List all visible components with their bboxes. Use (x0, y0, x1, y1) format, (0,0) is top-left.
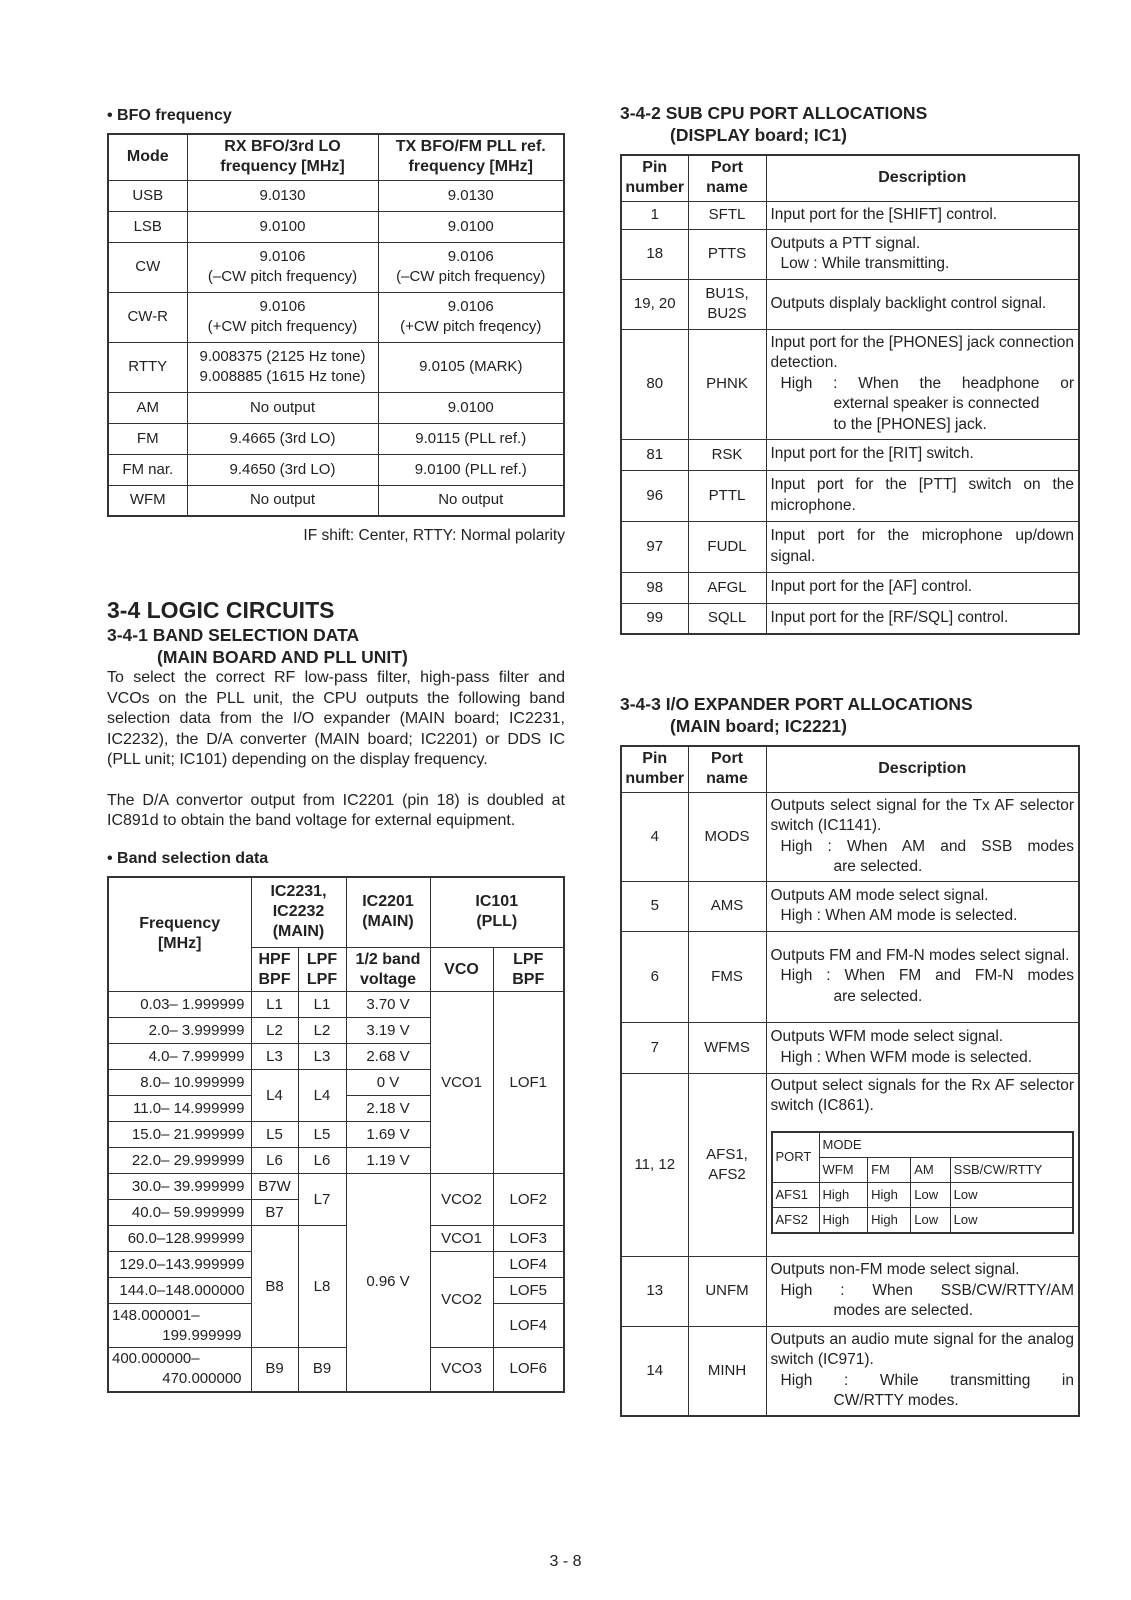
subcpu-pin: 81 (621, 439, 688, 470)
bfo-rx-value: No output (187, 392, 378, 423)
band-lpf: L7 (298, 1174, 346, 1226)
band-header-freq: Frequency [MHz] (108, 877, 251, 992)
mode-table-port-header: PORT (772, 1132, 820, 1183)
band-header-ic2201: IC2201 (MAIN) (346, 877, 430, 948)
mode-table-value: Low (911, 1182, 950, 1207)
subcpu-row (621, 329, 1079, 439)
band-freq: 40.0– 59.999999 (108, 1200, 251, 1226)
mode-table-port: AFS1 (772, 1182, 820, 1207)
bfo-tx-value: 9.0130 (378, 180, 564, 211)
bfo-tx-value: 9.0100 (378, 392, 564, 423)
bfo-row (108, 342, 564, 392)
band-freq: 60.0–128.999999 (108, 1226, 251, 1252)
band-lpf: B9 (298, 1348, 346, 1392)
io-table (620, 745, 1080, 1417)
band-vco: VCO1 (430, 992, 493, 1174)
subcpu-port: PTTL (688, 470, 766, 521)
band-freq: 148.000001– 199.999999 (108, 1304, 251, 1348)
subcpu-description: Input port for the [RIT] switch. (766, 439, 1079, 470)
io-description: Outputs non-FM mode select signal. High : When SSB/CW/RTTY/AM modes are selected. (766, 1256, 1079, 1326)
band-hpf: L1 (251, 992, 298, 1018)
band-hpf: B9 (251, 1348, 298, 1392)
band-freq: 129.0–143.999999 (108, 1252, 251, 1278)
band-header-ic2231: IC2231, IC2232 (MAIN) (251, 877, 346, 948)
bfo-rx-value: 9.0100 (187, 211, 378, 242)
bfo-rx-value: 9.008375 (2125 Hz tone) 9.008885 (1615 Hz tone) (187, 342, 378, 392)
bfo-row (108, 423, 564, 454)
io-description: Outputs WFM mode select signal. High : When WFM mode is selected. (766, 1022, 1079, 1073)
mode-table-value: Low (950, 1207, 1073, 1233)
subcpu-pin: 18 (621, 229, 688, 279)
io-description: Outputs an audio mute signal for the analog switch (IC971). High : While transmitting in CW/RTTY modes. (766, 1326, 1079, 1416)
subcpu-pin: 19, 20 (621, 279, 688, 329)
subcpu-port: PHNK (688, 329, 766, 439)
io-description: Outputs select signal for the Tx AF selector switch (IC1141). High : When AM and SSB modes are selected. (766, 792, 1079, 881)
subcpu-row (621, 229, 1079, 279)
bfo-row (108, 292, 564, 342)
io-row (621, 792, 1079, 881)
bfo-rx-value: 9.4665 (3rd LO) (187, 423, 378, 454)
io-pin: 5 (621, 881, 688, 931)
bfo-mode: CW (108, 242, 187, 292)
io-header-desc: Description (766, 746, 1079, 792)
bfo-tx-value: 9.0100 (PLL ref.) (378, 454, 564, 485)
band-hpf: B7 (251, 1200, 298, 1226)
band-lpf: L6 (298, 1148, 346, 1174)
band-lpfbpf: LOF6 (493, 1348, 564, 1392)
io-header-pin: Pin number (621, 746, 688, 792)
subcpu-row (621, 572, 1079, 603)
io-title-1: 3-4-3 I/O EXPANDER PORT ALLOCATIONS (620, 694, 973, 714)
bfo-mode: AM (108, 392, 187, 423)
mode-table-value: High (868, 1182, 911, 1207)
io-port: MINH (688, 1326, 766, 1416)
mode-table-col: FM (868, 1157, 911, 1182)
bfo-mode: FM (108, 423, 187, 454)
subcpu-row (621, 279, 1079, 329)
subcpu-description: Input port for the [AF] control. (766, 572, 1079, 603)
band-lpfbpf: LOF3 (493, 1226, 564, 1252)
bfo-mode: LSB (108, 211, 187, 242)
band-hpf: L5 (251, 1122, 298, 1148)
band-voltage: 0.96 V (346, 1174, 430, 1392)
band-subtitle-1: 3-4-1 BAND SELECTION DATA (107, 625, 360, 645)
io-row (621, 881, 1079, 931)
band-freq: 2.0– 3.999999 (108, 1018, 251, 1044)
bfo-header-mode: Mode (108, 134, 187, 180)
io-row (621, 1326, 1079, 1416)
subcpu-port: RSK (688, 439, 766, 470)
band-hpf: B7W (251, 1174, 298, 1200)
subcpu-row (621, 521, 1079, 572)
subcpu-description: Input port for the [RF/SQL] control. (766, 603, 1079, 634)
bfo-header-tx: TX BFO/FM PLL ref. frequency [MHz] (378, 134, 564, 180)
subcpu-row (621, 201, 1079, 229)
band-lpfbpf: LOF4 (493, 1304, 564, 1348)
band-freq: 30.0– 39.999999 (108, 1174, 251, 1200)
io-description: Outputs AM mode select signal. High : When AM mode is selected. (766, 881, 1079, 931)
logic-paragraph-2: The D/A convertor output from IC2201 (pin 18) is doubled at IC891d to obtain the band voltage for external equipment. (107, 791, 565, 829)
bfo-table-body (108, 180, 564, 516)
band-freq: 0.03– 1.999999 (108, 992, 251, 1018)
band-voltage: 0 V (346, 1070, 430, 1096)
band-vco: VCO1 (430, 1226, 493, 1252)
io-pin: 13 (621, 1256, 688, 1326)
left-column (107, 107, 565, 1393)
logic-section (107, 597, 565, 832)
io-header-port: Port name (688, 746, 766, 792)
subcpu-port: SFTL (688, 201, 766, 229)
band-lpf: L3 (298, 1044, 346, 1070)
bfo-table (107, 133, 565, 517)
bfo-tx-value: No output (378, 485, 564, 516)
band-hpf: L2 (251, 1018, 298, 1044)
subcpu-table-body (621, 201, 1079, 634)
band-lpf: L1 (298, 992, 346, 1018)
subcpu-port: SQLL (688, 603, 766, 634)
subcpu-pin: 99 (621, 603, 688, 634)
subcpu-port: AFGL (688, 572, 766, 603)
subcpu-header-port: Port name (688, 155, 766, 201)
band-freq: 22.0– 29.999999 (108, 1148, 251, 1174)
afs-mode-table (771, 1131, 1075, 1234)
mode-table-col: WFM (819, 1157, 868, 1182)
bfo-tx-value: 9.0106 (+CW pitch freqency) (378, 292, 564, 342)
band-lpf: L8 (298, 1226, 346, 1348)
subcpu-pin: 96 (621, 470, 688, 521)
band-voltage: 3.70 V (346, 992, 430, 1018)
mode-table-port: AFS2 (772, 1207, 820, 1233)
io-table-body (621, 792, 1079, 1416)
io-port: FMS (688, 931, 766, 1022)
io-pin: 6 (621, 931, 688, 1022)
band-freq: 11.0– 14.999999 (108, 1096, 251, 1122)
band-hpf: L3 (251, 1044, 298, 1070)
bfo-row (108, 392, 564, 423)
band-subtitle-2: (MAIN BOARD AND PLL UNIT) (157, 647, 408, 667)
io-port: AFS1, AFS2 (688, 1073, 766, 1256)
io-port: AMS (688, 881, 766, 931)
page-number: 3 - 8 (549, 1553, 582, 1570)
bfo-row (108, 485, 564, 516)
band-header-ic101: IC101 (PLL) (430, 877, 564, 948)
subcpu-title-1: 3-4-2 SUB CPU PORT ALLOCATIONS (620, 103, 928, 123)
band-header-lpf: LPF LPF (298, 948, 346, 992)
bfo-row (108, 180, 564, 211)
subcpu-description: Input port for the [SHIFT] control. (766, 201, 1079, 229)
band-header-lpfbpf: LPF BPF (493, 948, 564, 992)
subcpu-row (621, 603, 1079, 634)
mode-table-mode-header: MODE (819, 1132, 1073, 1158)
band-voltage: 2.68 V (346, 1044, 430, 1070)
io-port: UNFM (688, 1256, 766, 1326)
subcpu-row (621, 439, 1079, 470)
band-freq: 4.0– 7.999999 (108, 1044, 251, 1070)
right-column (620, 102, 1080, 1417)
band-freq: 8.0– 10.999999 (108, 1070, 251, 1096)
band-hpf: L4 (251, 1070, 298, 1122)
bfo-rx-value: 9.0106 (+CW pitch frequency) (187, 292, 378, 342)
band-header-vco: VCO (430, 948, 493, 992)
io-pin: 7 (621, 1022, 688, 1073)
subcpu-row (621, 470, 1079, 521)
band-lpfbpf: LOF2 (493, 1174, 564, 1226)
io-pin: 11, 12 (621, 1073, 688, 1256)
bfo-tx-value: 9.0115 (PLL ref.) (378, 423, 564, 454)
band-voltage: 3.19 V (346, 1018, 430, 1044)
subcpu-header-pin: Pin number (621, 155, 688, 201)
band-voltage: 1.69 V (346, 1122, 430, 1148)
band-table (107, 876, 565, 1393)
subcpu-description: Outputs displaly backlight control signal. (766, 279, 1079, 329)
logic-paragraph-1: To select the correct RF low-pass filter, high-pass filter and VCOs on the PLL unit, the CPU outputs the following band selection data from the I/O expander (MAIN board; IC2231, IC2232), the D/A converter (MAIN board; IC2201) or DDS IC (PLL unit; IC101) depending on the display frequency. (107, 669, 565, 768)
bfo-tx-value: 9.0100 (378, 211, 564, 242)
bfo-note: IF shift: Center, RTTY: Normal polarity (303, 527, 565, 544)
bfo-mode: RTTY (108, 342, 187, 392)
subcpu-port: BU1S, BU2S (688, 279, 766, 329)
bfo-title: • BFO frequency (107, 107, 232, 124)
bfo-mode: FM nar. (108, 454, 187, 485)
io-description: Output select signals for the Rx AF selector switch (IC861). PORT MODE WFM FM AM SSB/CW/RTTY AFS1 High High Low Low AFS2 High High Low Low (766, 1073, 1079, 1256)
io-title-2: (MAIN board; IC2221) (670, 716, 847, 736)
subcpu-title-2: (DISPLAY board; IC1) (670, 125, 847, 145)
io-port: MODS (688, 792, 766, 881)
io-row (621, 1256, 1079, 1326)
band-lpfbpf: LOF1 (493, 992, 564, 1174)
io-row (621, 931, 1079, 1022)
bfo-row (108, 211, 564, 242)
band-voltage: 2.18 V (346, 1096, 430, 1122)
subcpu-pin: 97 (621, 521, 688, 572)
band-vco: VCO2 (430, 1174, 493, 1226)
subcpu-description: Input port for the [PTT] switch on the microphone. (766, 470, 1079, 521)
band-hpf: B8 (251, 1226, 298, 1348)
mode-table-col: AM (911, 1157, 950, 1182)
bfo-mode: CW-R (108, 292, 187, 342)
subcpu-port: PTTS (688, 229, 766, 279)
bfo-rx-value: 9.0106 (–CW pitch frequency) (187, 242, 378, 292)
mode-table-col: SSB/CW/RTTY (950, 1157, 1073, 1182)
band-vco: VCO2 (430, 1252, 493, 1348)
io-pin: 14 (621, 1326, 688, 1416)
subcpu-description: Outputs a PTT signal. Low : While transmitting. (766, 229, 1079, 279)
io-port: WFMS (688, 1022, 766, 1073)
band-lpf: L4 (298, 1070, 346, 1122)
band-title: • Band selection data (107, 849, 269, 867)
logic-title: 3-4 LOGIC CIRCUITS (107, 597, 335, 623)
subcpu-description: Input port for the microphone up/down signal. (766, 521, 1079, 572)
band-hpf: L6 (251, 1148, 298, 1174)
bfo-row (108, 454, 564, 485)
subcpu-pin: 98 (621, 572, 688, 603)
mode-table-value: High (819, 1182, 868, 1207)
bfo-row (108, 242, 564, 292)
subcpu-pin: 1 (621, 201, 688, 229)
band-freq: 400.000000– 470.000000 (108, 1348, 251, 1392)
bfo-rx-value: No output (187, 485, 378, 516)
subcpu-description: Input port for the [PHONES] jack connection detection. High : When the headphone or external speaker is connected to the [PHONES] jack. (766, 329, 1079, 439)
mode-table-value: High (819, 1207, 868, 1233)
band-lpf: L5 (298, 1122, 346, 1148)
io-row (621, 1073, 1079, 1256)
mode-table-value: High (868, 1207, 911, 1233)
io-description: Outputs FM and FM-N modes select signal. High : When FM and FM-N modes are selected. (766, 931, 1079, 1022)
band-header-hpf: HPF BPF (251, 948, 298, 992)
bfo-rx-value: 9.0130 (187, 180, 378, 211)
band-header-voltage: 1/2 band voltage (346, 948, 430, 992)
band-freq: 15.0– 21.999999 (108, 1122, 251, 1148)
band-voltage: 1.19 V (346, 1148, 430, 1174)
bfo-rx-value: 9.4650 (3rd LO) (187, 454, 378, 485)
bfo-header-rx: RX BFO/3rd LO frequency [MHz] (187, 134, 378, 180)
bfo-tx-value: 9.0106 (–CW pitch frequency) (378, 242, 564, 292)
band-lpfbpf: LOF5 (493, 1278, 564, 1304)
bfo-tx-value: 9.0105 (MARK) (378, 342, 564, 392)
band-lpf: L2 (298, 1018, 346, 1044)
bfo-mode: WFM (108, 485, 187, 516)
mode-table-value: Low (950, 1182, 1073, 1207)
subcpu-pin: 80 (621, 329, 688, 439)
band-lpfbpf: LOF4 (493, 1252, 564, 1278)
bfo-mode: USB (108, 180, 187, 211)
io-pin: 4 (621, 792, 688, 881)
subcpu-port: FUDL (688, 521, 766, 572)
band-vco: VCO3 (430, 1348, 493, 1392)
io-row (621, 1022, 1079, 1073)
band-freq: 144.0–148.000000 (108, 1278, 251, 1304)
mode-table-value: Low (911, 1207, 950, 1233)
subcpu-header-desc: Description (766, 155, 1079, 201)
subcpu-table (620, 154, 1080, 635)
